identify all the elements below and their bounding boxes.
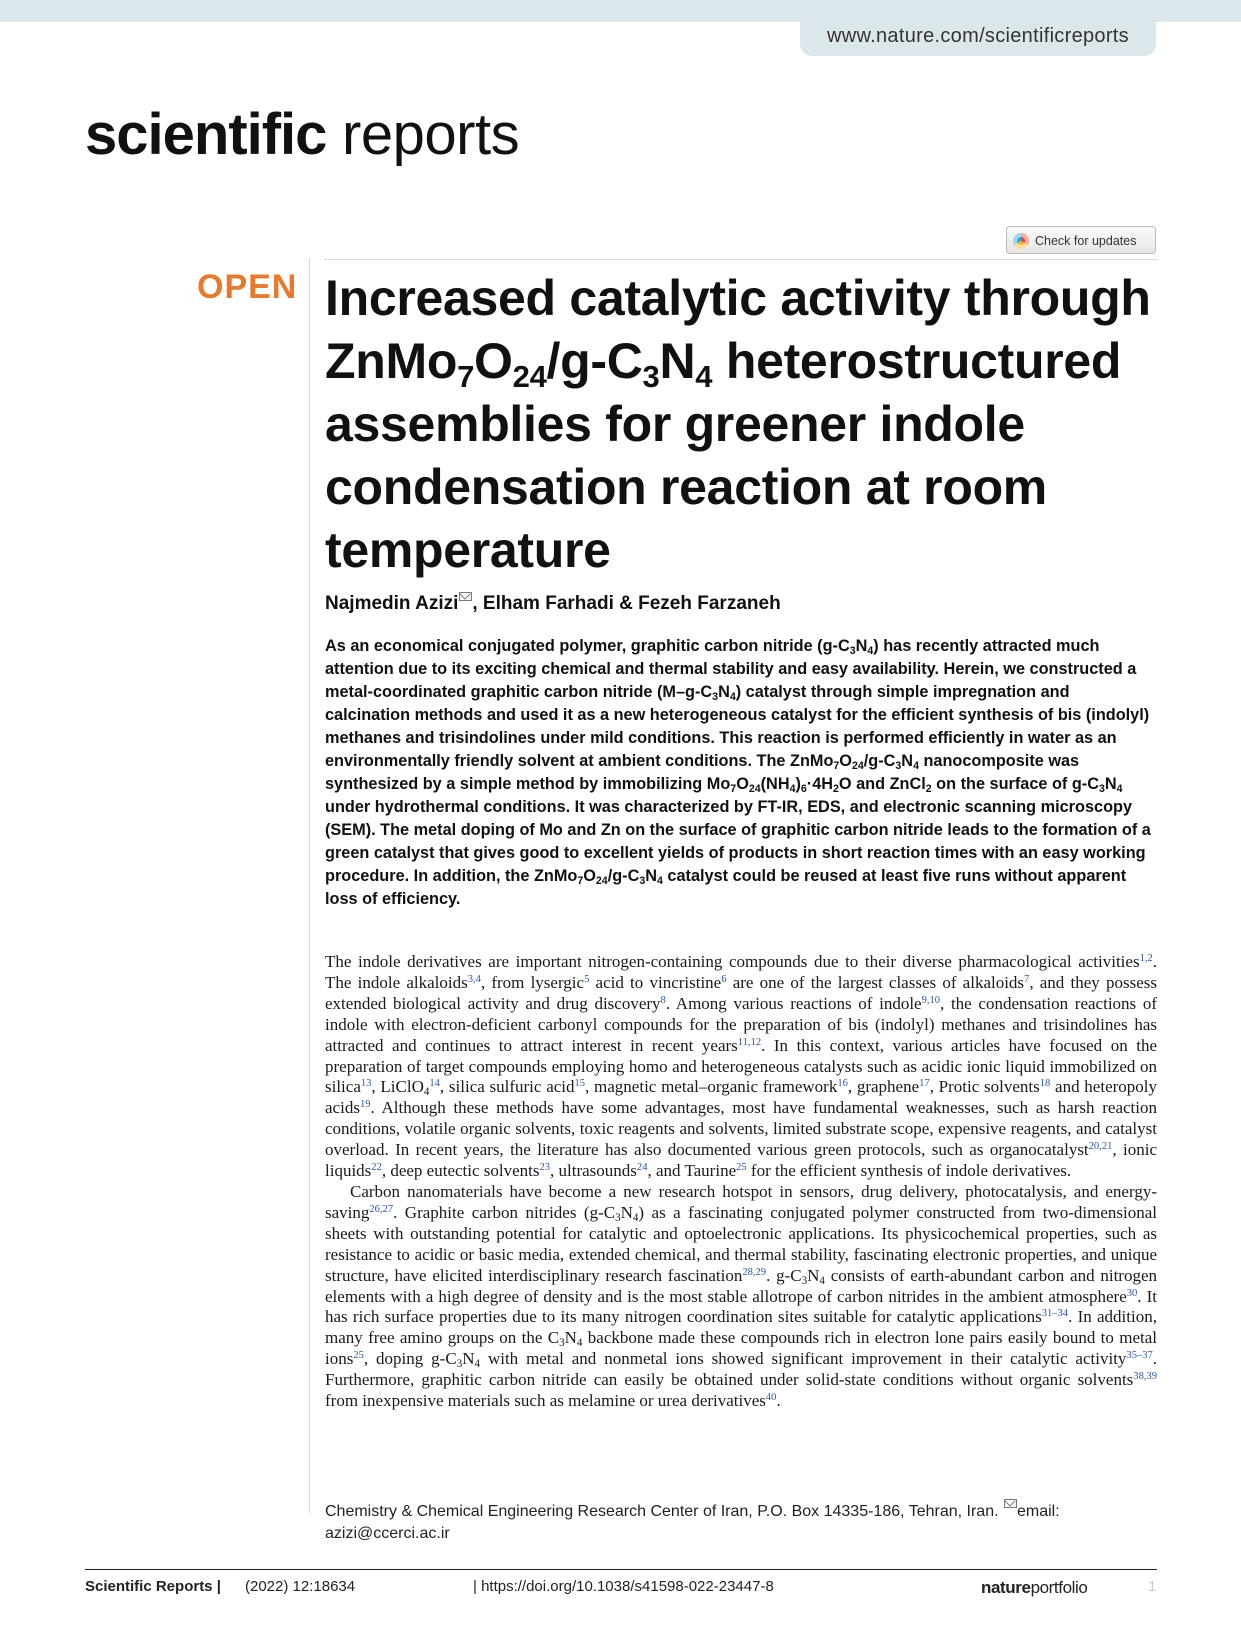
text-run: ) — [795, 775, 801, 793]
citation-ref[interactable]: 14 — [429, 1078, 440, 1090]
subscript: 7 — [577, 875, 584, 887]
text-run: /g-C — [546, 333, 643, 389]
text-run: . — [776, 1391, 781, 1411]
text-run: N — [564, 1328, 577, 1348]
subscript: 4 — [729, 691, 736, 703]
citation-ref[interactable]: 13 — [360, 1078, 372, 1090]
text-run: ) has recently attracted much attention due to its exciting chemical and thermal stability and easy availability. Herein, we constructed a metal-coordinated graphitic carbon nitride (M–g-C — [325, 637, 1137, 701]
subscript: 3 — [712, 691, 719, 703]
subscript: 4 — [867, 645, 874, 657]
citation-ref[interactable]: 3,4 — [467, 973, 481, 985]
open-access-badge: OPEN — [197, 268, 298, 306]
citation-ref[interactable]: 24 — [636, 1162, 648, 1174]
citation-ref[interactable]: 25 — [353, 1350, 364, 1362]
citation-ref[interactable]: 17 — [919, 1078, 930, 1090]
subscript: 24 — [748, 783, 761, 795]
text-run: O — [736, 775, 749, 793]
text-run: , Protic solvents — [929, 1077, 1040, 1097]
citation-ref[interactable]: 8 — [660, 994, 666, 1006]
subscript: 4 — [632, 1211, 639, 1224]
text-run: backbone made these compounds rich in electron lone pairs easily bound to metal ions — [325, 1328, 1157, 1369]
abstract — [325, 635, 1157, 911]
subscript: 2 — [925, 783, 932, 795]
text-run: /g-C — [863, 752, 896, 770]
text-run: O and ZnCl — [838, 775, 926, 793]
citation-ref[interactable]: 28,29 — [742, 1266, 767, 1278]
subscript: 3 — [642, 359, 660, 394]
subscript: 4 — [423, 1086, 430, 1099]
subscript: 4 — [819, 1274, 825, 1287]
text-run: and heteropoly acids — [325, 1077, 1157, 1118]
author-list — [325, 592, 781, 615]
subscript: 3 — [1099, 783, 1105, 795]
text-run: , from lysergic — [480, 972, 585, 992]
text-run: are one of the largest classes of alkaloids — [726, 972, 1025, 992]
email-envelope-icon — [1004, 1499, 1017, 1508]
subscript: 24 — [595, 875, 608, 887]
text-run: /g-C — [607, 867, 640, 885]
subscript: 3 — [456, 1358, 463, 1371]
subscript: 6 — [800, 783, 807, 795]
text-run: , doping g-C — [363, 1349, 457, 1369]
subscript: 3 — [615, 1211, 621, 1224]
citation-ref[interactable]: 16 — [837, 1078, 848, 1090]
footer-rule — [85, 1569, 1157, 1570]
text-run: . Although these methods have some advantages, most have fundamental weaknesses, such as harsh reaction conditions, volatile organic solvents, toxic reagents and solvents, limited substrate scope, expensive reagents, and catalyst overload. In recent years, the literature has also documented various green protocols, such as organocatalyst — [325, 1098, 1157, 1160]
article-body — [325, 952, 1157, 1412]
text-run: , graphene — [847, 1077, 920, 1097]
citation-ref[interactable]: 40 — [765, 1392, 777, 1404]
text-run: consists of earth-abundant carbon and nitrogen elements with a high degree of density and is the most stable allotrope of carbon nitrides in the ambient atmosphere — [325, 1265, 1158, 1306]
text-run: N — [901, 752, 914, 770]
subscript: 4 — [789, 783, 796, 795]
affiliation-note — [325, 1499, 1157, 1545]
citation-ref[interactable]: 20,21 — [1088, 1141, 1113, 1153]
text-run: . Among various reactions of indole — [665, 993, 922, 1013]
text-run: O — [839, 752, 852, 770]
citation-ref[interactable]: 30 — [1126, 1287, 1138, 1299]
footer-journal: Scientific Reports | — [85, 1578, 221, 1595]
body-paragraph-2 — [325, 1182, 1157, 1412]
subscript: 7 — [457, 359, 475, 394]
text-run: . Furthermore, graphitic carbon nitride can easily be obtained under solid-state conditions without organic solvents — [325, 1349, 1157, 1390]
text-run: , ionic liquids — [325, 1140, 1157, 1181]
citation-ref[interactable]: 18 — [1039, 1078, 1051, 1090]
text-run: , and Taurine — [647, 1161, 737, 1181]
text-run: ) as a fascinating conjugated polymer constructed from two-dimensional sheets with outstanding potential for catalytic and optoelectronic applications. Its physicochemical properties, such as resistance to acidic or basic media, extended chemical, and thermal stability, fascinating electronic properties, and unique structure, have elicited interdisciplinary research fascination — [325, 1202, 1157, 1285]
text-run: N — [1104, 775, 1117, 793]
subscript: 4 — [1116, 783, 1123, 795]
journal-logo-light: reports — [326, 102, 520, 167]
body-paragraph-1 — [325, 952, 1157, 1182]
journal-logo-bold: scientific — [85, 102, 327, 167]
subscript: 7 — [730, 783, 737, 795]
crossmark-icon — [1013, 233, 1029, 249]
corresponding-email[interactable]: email: azizi@ccerci.ac.ir — [325, 1503, 1060, 1542]
subscript: 24 — [512, 359, 547, 394]
subscript: 3 — [895, 760, 902, 772]
text-run: , magnetic metal–organic framework — [585, 1077, 838, 1097]
text-run: , silica sulfuric acid — [439, 1077, 575, 1097]
text-run: . The indole alkaloids — [325, 952, 1157, 992]
citation-ref[interactable]: 6 — [721, 973, 727, 985]
citation-ref[interactable]: 19 — [359, 1099, 371, 1111]
text-run: , the condensation reactions of indole with electron-deficient carbonyl compounds for the preparation of bis (indolyl) methanes and trisindolines has attracted and continues to attract interest in recent years — [325, 993, 1157, 1055]
text-run: N — [855, 637, 868, 655]
text-run: N — [462, 1349, 475, 1369]
citation-ref[interactable]: 11,12 — [737, 1036, 762, 1048]
text-run: As an economical conjugated polymer, graphitic carbon nitride (g-C — [325, 637, 850, 655]
subscript: 3 — [801, 1274, 808, 1287]
citation-ref[interactable]: 38,39 — [1133, 1371, 1157, 1383]
text-run: N — [807, 1265, 820, 1285]
subscript: 2 — [833, 783, 839, 795]
footer-year-volume: (2022) 12:18634 — [245, 1578, 356, 1595]
subscript: 24 — [851, 760, 864, 772]
subscript: 3 — [849, 645, 856, 657]
citation-ref[interactable]: 31–34 — [1041, 1308, 1069, 1320]
text-run: , ultrasounds — [550, 1161, 637, 1181]
citation-ref[interactable]: 5 — [584, 973, 590, 985]
text-run: N — [620, 1202, 633, 1222]
journal-url[interactable]: www.nature.com/scientificreports — [800, 18, 1156, 56]
text-run: . g-C — [766, 1265, 802, 1285]
page-number: 1 — [1148, 1578, 1157, 1595]
footer-doi-link[interactable]: | https://doi.org/10.1038/s41598-022-23447-8 — [473, 1578, 774, 1595]
text-run: . In this context, various articles have focused on the preparation of target compounds employing homo and heterogeneous catalysts such as acidic ionic liquid immobilized on silica — [325, 1035, 1157, 1097]
citation-ref[interactable]: 7 — [1024, 973, 1030, 985]
citation-ref[interactable]: 26,27 — [369, 1203, 394, 1215]
text-run: O — [583, 867, 596, 885]
text-run: Increased catalytic activity through ZnMo — [325, 270, 1151, 389]
text-run: from inexpensive materials such as melamine or urea derivatives — [325, 1391, 766, 1411]
subscript: 4 — [657, 875, 663, 887]
text-run: The indole derivatives are important nitrogen-containing compounds due to their diverse pharmacological activities — [325, 952, 1140, 971]
check-for-updates-label: Check for updates — [1035, 234, 1137, 248]
citation-ref[interactable]: 35–37 — [1126, 1350, 1153, 1362]
text-run: for the efficient synthesis of indole derivatives. — [746, 1161, 1072, 1181]
citation-ref[interactable]: 15 — [574, 1078, 586, 1090]
author-others[interactable]: , Elham Farhadi & Fezeh Farzaneh — [472, 593, 781, 614]
text-run: under hydrothermal conditions. It was characterized by FT-IR, EDS, and electronic scanning microscopy (SEM). The metal doping of Mo and Zn on the surface of graphitic carbon nitride leads to the formation of a green catalyst that gives good to excellent yields of products in short reaction times with an easy working procedure. In addition, the ZnMo — [325, 798, 1151, 885]
text-run: N — [718, 683, 730, 701]
publisher-logo-bold: nature — [981, 1578, 1031, 1597]
text-run: heterostructured assemblies for greener indole condensation reaction at room temperature — [325, 333, 1122, 578]
subscript: 7 — [833, 760, 840, 772]
publisher-logo — [981, 1578, 1087, 1598]
publisher-logo-light: portfolio — [1030, 1578, 1088, 1597]
envelope-icon[interactable] — [459, 592, 472, 601]
journal-logo[interactable] — [85, 100, 519, 170]
text-run: . Graphite carbon nitrides (g-C — [393, 1202, 616, 1222]
citation-ref[interactable]: 9,10 — [921, 994, 941, 1006]
text-run: O — [474, 333, 513, 389]
subscript: 3 — [559, 1337, 565, 1350]
text-run: N — [659, 333, 696, 389]
header-divider — [325, 259, 1157, 260]
citation-ref[interactable]: 23 — [539, 1162, 551, 1174]
subscript: 3 — [639, 875, 646, 887]
margin-divider — [309, 259, 310, 1514]
text-run: , deep eutectic solvents — [381, 1161, 540, 1181]
text-run: ·4H — [806, 775, 834, 793]
text-run: . In addition, many free amino groups on the C — [325, 1307, 1157, 1348]
check-for-updates-button[interactable] — [1006, 226, 1156, 254]
subscript: 4 — [576, 1337, 583, 1350]
text-run: on the surface of g-C — [931, 775, 1099, 793]
article-title — [325, 267, 1155, 582]
text-run: N — [645, 867, 658, 885]
text-run: catalyst could be reused at least five runs without apparent loss of efficiency. — [325, 867, 1127, 908]
text-run: Carbon nanomaterials have become a new research hotspot in sensors, drug delivery, photocatalysis, and energy-saving — [325, 1181, 1157, 1222]
text-run: (NH — [760, 775, 790, 793]
text-run: with metal and nonmetal ions showed significant improvement in their catalytic activity — [480, 1349, 1127, 1369]
text-run: nanocomposite was synthesized by a simple method by immobilizing Mo — [325, 752, 1080, 793]
text-run: , and they possess extended biological activity and drug discovery — [325, 972, 1157, 1013]
text-run: ) catalyst through simple impregnation and calcination methods and used it as a new heterogeneous catalyst for the efficient synthesis of bis (indolyl) methanes and trisindolines under mild conditions. This reaction is performed efficiently in water as an environmentally friendly solvent at ambient conditions. The ZnMo — [325, 683, 1150, 770]
subscript: 4 — [474, 1358, 481, 1371]
affiliation-text: Chemistry & Chemical Engineering Research Center of Iran, P.O. Box 14335-186, Tehran, Iran. — [325, 1503, 999, 1520]
citation-ref[interactable]: 1,2 — [1139, 953, 1153, 964]
text-run: acid to vincristine — [589, 972, 722, 992]
citation-ref[interactable]: 25 — [736, 1162, 747, 1174]
text-run: , LiClO — [371, 1077, 424, 1097]
author-corresponding[interactable]: Najmedin Azizi — [325, 593, 459, 614]
text-run: . It has rich surface properties due to its many nitrogen coordination sites suitable for catalytic applications — [325, 1286, 1157, 1327]
subscript: 4 — [695, 359, 713, 394]
citation-ref[interactable]: 22 — [371, 1162, 382, 1174]
subscript: 4 — [913, 760, 919, 772]
